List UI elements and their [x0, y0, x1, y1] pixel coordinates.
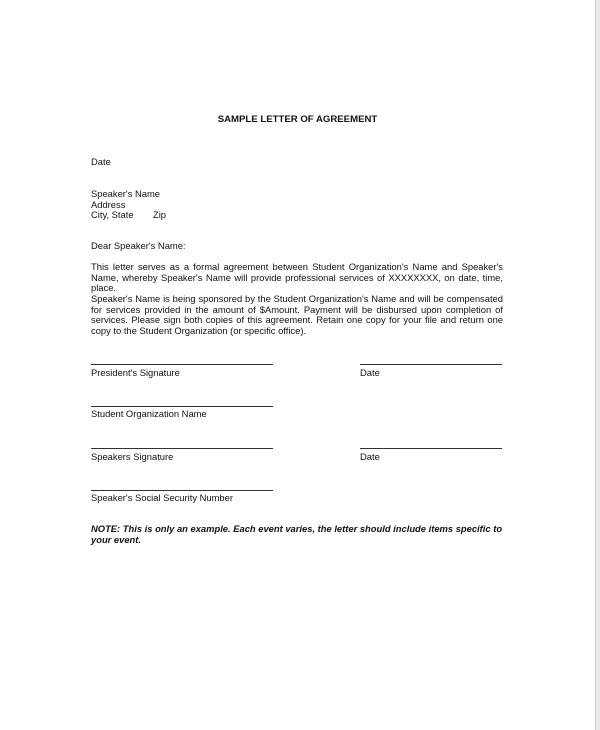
- salutation: Dear Speaker's Name:: [91, 240, 186, 251]
- presidents-signature-label: President's Signature: [91, 367, 180, 378]
- date-signature-line-2: [360, 448, 502, 449]
- date-signature-line-1: [360, 364, 502, 365]
- paragraph-sponsorship: Speaker's Name is being sponsored by the Student Organization's Name and will be compensated for services provided in the amount of $Amount. Payment will be disbursed upon completion of services. Please sign both copies of this agreement. Retain one copy for your file and return one copy to the Student Organization (or specific office).: [91, 293, 503, 336]
- student-org-name-line: [91, 406, 273, 407]
- example-note: NOTE: This is only an example. Each event varies, the letter should include items specific to your event.: [91, 523, 503, 545]
- zip-line: Zip: [153, 209, 167, 220]
- address-line: Address: [91, 199, 126, 210]
- speaker-name-line: Speaker's Name: [91, 188, 161, 199]
- date-label: Date: [91, 156, 111, 167]
- date-label-2: Date: [360, 451, 380, 462]
- date-label-1: Date: [360, 367, 380, 378]
- speakers-signature-label: Speakers Signature: [91, 451, 174, 462]
- paragraph-agreement: This letter serves as a formal agreement between Student Organization's Name and Speaker's Name, whereby Speaker's Name will provide professional services of XXXXXXXX, on date, time, place.: [91, 261, 503, 294]
- city-state-line: City, State: [91, 209, 134, 220]
- document-title: SAMPLE LETTER OF AGREEMENT: [217, 114, 378, 125]
- student-org-name-label: Student Organization Name: [91, 408, 207, 419]
- speakers-signature-line: [91, 448, 273, 449]
- social-security-label: Speaker's Social Security Number: [91, 492, 233, 503]
- social-security-line: [91, 490, 273, 491]
- presidents-signature-line: [91, 364, 273, 365]
